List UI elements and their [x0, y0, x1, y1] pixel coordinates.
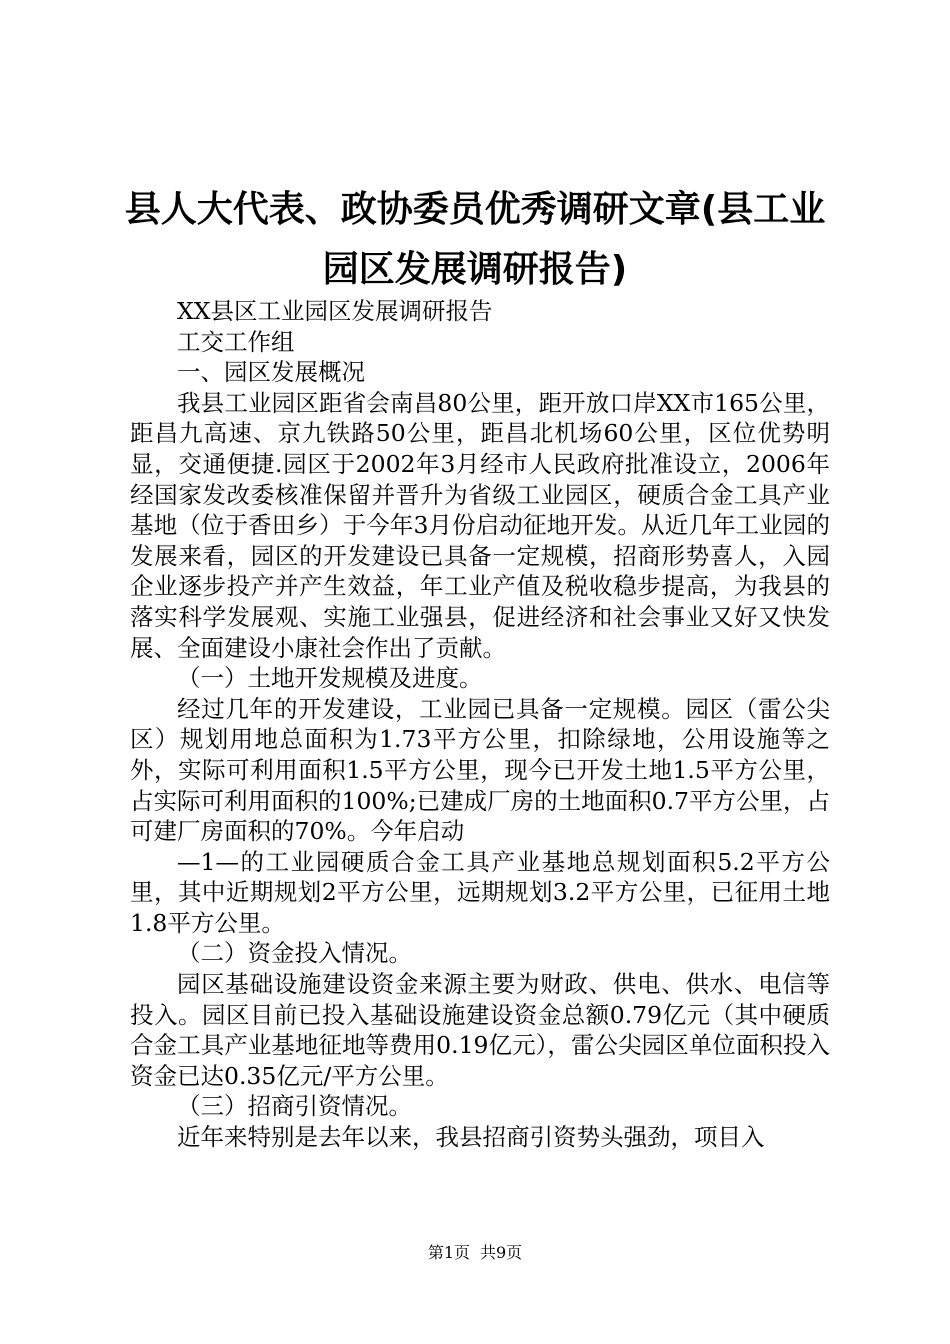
- subsection-heading: （三）招商引资情况。: [177, 1092, 412, 1121]
- page-count: 共9页: [480, 1243, 523, 1262]
- body-paragraph: 我县工业园区距省会南昌80公里，距开放口岸XX市165公里，距昌九高速、京九铁路50公里，距昌北机场60公里，区位优势明显，交通便捷.园区于2002年3月经市人民政府批准设立，2006年经国家发改委核准保留并晋升为省级工业园区，硬质合金工具产业基地（位于香田乡）于今年3月份启动征地开发。从近几年工业园的发展来看，园区的开发建设已具备一定规模，招商形势喜人，入园企业逐步投产并产生效益，年工业产值及税收稳步提高，为我县的落实科学发展观、实施工业强县，促进经济和社会事业又好又快发展、全面建设小康社会作出了贡献。: [130, 388, 830, 662]
- body-paragraph: —1—的工业园硬质合金工具产业基地总规划面积5.2平方公里，其中近期规划2平方公里，远期规划3.2平方公里，已征用土地1.8平方公里。: [130, 847, 830, 937]
- subsection-heading: （一）土地开发规模及进度。: [177, 664, 483, 693]
- body-paragraph: 近年来特别是去年以来，我县招商引资势头强劲，项目入: [177, 1123, 765, 1152]
- author-line: 工交工作组: [177, 327, 295, 356]
- section-heading: 一、园区发展概况: [177, 358, 365, 387]
- report-title-line: XX县区工业园区发展调研报告: [177, 297, 493, 325]
- document-title: 县人大代表、政协委员优秀调研文章(县工业园区发展调研报告): [124, 189, 826, 290]
- body-paragraph: 经过几年的开发建设，工业园已具备一定规模。园区（雷公尖区）规划用地总面积为1.73平方公里，扣除绿地，公用设施等之外，实际可利用面积1.5平方公里，现今已开发土地1.5平方公里，占实际可利用面积的100%;已建成厂房的土地面积0.7平方公里，占可建厂房面积的70%。今年启动: [130, 694, 830, 846]
- body-paragraph: 园区基础设施建设资金来源主要为财政、供电、供水、电信等投入。园区目前已投入基础设施建设资金总额0.79亿元（其中硬质合金工具产业基地征地等费用0.19亿元），雷公尖园区单位面积投入资金已达0.35亿元/平方公里。: [130, 970, 830, 1090]
- page-number: 第1页: [427, 1243, 470, 1262]
- subsection-heading: （二）资金投入情况。: [177, 939, 412, 968]
- page-footer: [0, 1242, 950, 1264]
- document-body: [130, 296, 830, 1153]
